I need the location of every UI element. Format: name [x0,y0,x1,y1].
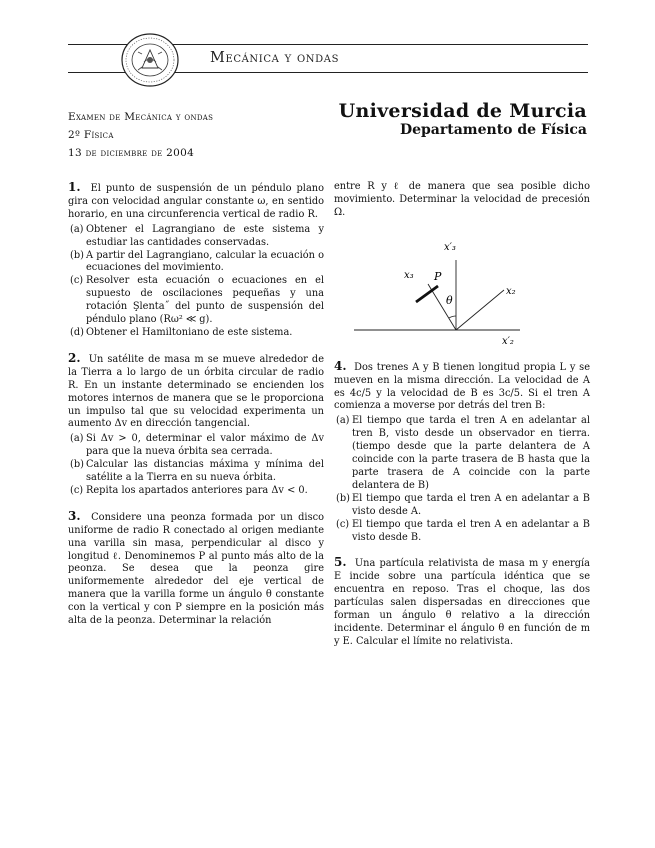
exam-date: 13 de diciembre de 2004 [68,147,195,159]
problem-4 [334,360,590,545]
problem-number: 1. [68,180,81,194]
problem-number: 4. [334,358,347,373]
exam-meta [68,108,213,162]
label-x3: x₃ [404,269,414,281]
problem-part: (a) Si Δv > 0, determinar el valor máximo de Δv para que la nueva órbita sea cerrada. [70,433,324,458]
problem-part: (c) Resolver esta ecuación o ecuaciones en el supuesto de oscilaciones pequeñas y una rotación Şlenta˝ del punto de suspensión del péndulo plano (Rω² ≪ g). [70,275,324,326]
problem-intro: Considere una peonza formada por un disco uniforme de radio R conectado al origen mediante una varilla sin masa, perpendicular al disco y longitud ℓ. Denominemos P al punto más alto de la peonza. Se desea que la peonza gire uniformemente alrededor del eje vertical de manera que la varilla forme un ángulo θ constante con la vertical y con P siempre en la posición más alta de la peonza. Determinar la relación [68,511,324,627]
problem-intro: Una partícula relativista de masa m y energía E incide sobre una partícula idéntica que se encuentra en reposo. Tras el choque, las dos partículas salen dispersadas en direcciones que forman un ángulo θ relativo a la dirección incidente. Determinar el ángulo θ en función de m y E. Calcular el límite no relativista. [334,558,590,647]
x2-axis [456,290,504,330]
label-p: P [434,269,442,283]
problem-part: (a) El tiempo que tarda el tren A en adelantar al tren B, visto desde un observador en tierra. (tiempo desde que la parte delantera de A coincide con la parte trasera de B hasta que la parte trasera de A coincide con la parte delantera de B) [336,415,590,491]
problem-intro: Un satélite de masa m se mueve alrededor de la Tierra a lo largo de un órbita circular de radio R. En un instante determinado se encienden los motores internos de manera que se le proporciona un impulso tal que su velocidad experimenta un aumento Δv en dirección tangencial. [68,353,324,430]
problem-number: 3. [68,508,81,523]
problem-part: (a) Obtener el Lagrangiano de este sistema y estudiar las cantidades conservadas. [70,223,324,248]
label-x3-prime: x′₃ [444,241,456,253]
exam-title: Examen de Mecánica y ondas [68,111,214,123]
label-x2-prime: x′₂ [502,335,514,347]
problem-part: (c) Repita los apartados anteriores para Δv < 0. [70,484,308,496]
label-x2: x₂ [506,285,516,297]
problem-5 [334,556,590,648]
problem-part: (b) Calcular las distancias máxima y mínima del satélite a la Tierra en su nueva órbita. [70,459,324,484]
problem-1 [68,181,324,340]
course-label: 2º Física [68,129,114,141]
problem-continuation: entre R y ℓ de manera que sea posible dicho movimiento. Determinar la velocidad de precesión Ω. [334,181,590,218]
problem-parts [334,415,590,544]
theta-arc [449,316,456,318]
right-column [334,181,590,661]
disk-edge [416,286,438,302]
label-theta: θ [446,293,453,307]
problem-parts [68,224,324,340]
university-name: Universidad de Murcia [338,100,587,122]
department-name: Departamento de Física [399,122,587,138]
problem-2 [68,352,324,498]
problem-parts [68,433,324,498]
problem-intro: El punto de suspensión de un péndulo plano gira con velocidad angular constante ω, en sentido horario, en una circunferencia vertical de radio R. [68,183,324,220]
problem-3 [68,510,324,628]
problem-number: 5. [334,555,347,570]
top-figure [334,230,590,348]
university-seal-icon [120,32,180,88]
problem-number: 2. [68,350,81,365]
running-title: Mecánica y ondas [210,50,340,66]
problem-intro: Dos trenes A y B tienen longitud propia L y se mueven en la misma dirección. La velocidad de A es 4c/5 y la velocidad de B es 3c/5. Si el tren A comienza a moverse por detrás del tren B: [334,361,590,412]
problem-part: (b) A partir del Lagrangiano, calcular la ecuación o ecuaciones del movimiento. [70,249,324,274]
problem-part: (d) Obtener el Hamiltoniano de este sistema. [70,326,293,338]
problem-part: (c) El tiempo que tarda el tren A en adelantar a B visto desde B. [336,518,590,543]
left-column [68,181,324,640]
problem-3-continuation [334,181,590,220]
problem-part: (b) El tiempo que tarda el tren A en adelantar a B visto desde A. [336,492,590,517]
